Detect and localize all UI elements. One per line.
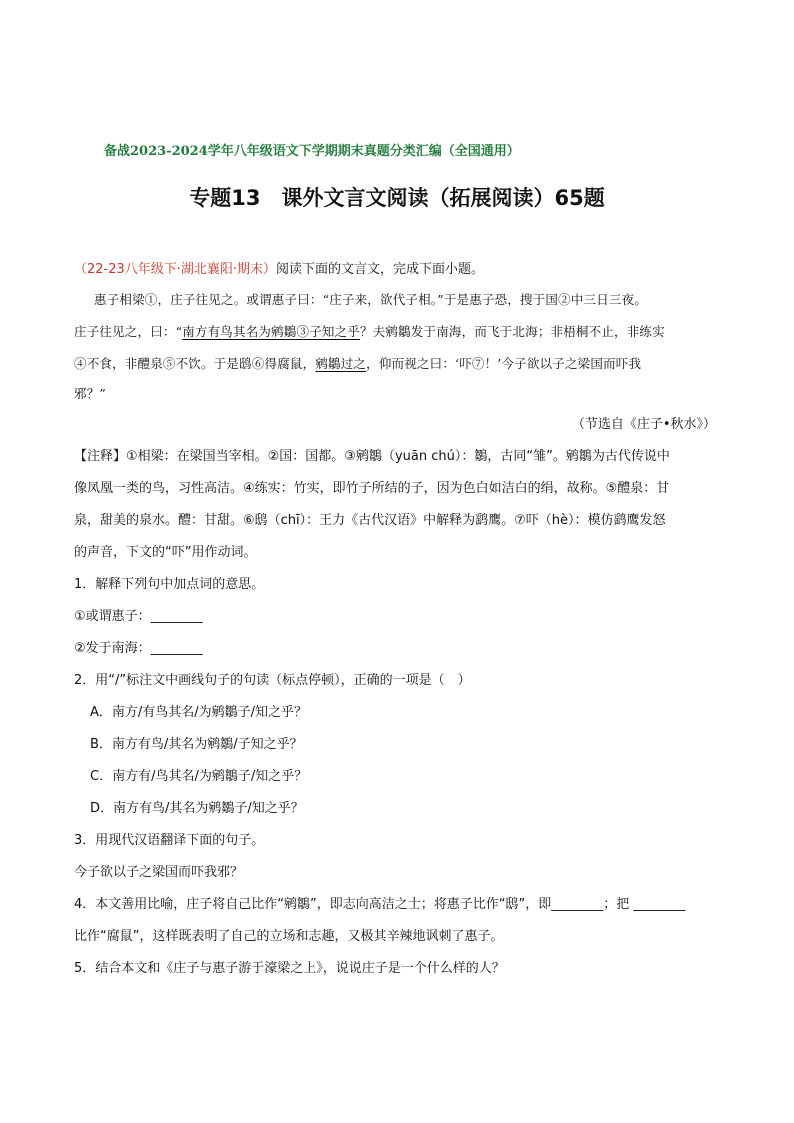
question-2: 2．用“/”标注文中画线句子的句读（标点停顿），正确的一项是（ ） xyxy=(74,673,471,688)
question-5: 5．结合本文和《庄子与惠子游于濠梁之上》，说说庄子是一个什么样的人？ xyxy=(74,961,505,976)
page-title: 专题13 课外文言文阅读（拓展阅读）65题 xyxy=(189,186,605,210)
instruction-text: 阅读下面的文言文，完成下面小题。 xyxy=(276,262,485,277)
passage-line-2 xyxy=(74,322,665,340)
question-4-line-2: 比作“腐鼠”，这样既表明了自己的立场和志趣，又极其辛辣地讽刺了惠子。 xyxy=(74,929,504,944)
passage-line-1: 惠子相梁①，庄子往见之。或谓惠子曰：“庄子来，欲代子相。”于是惠子恐，搜于国②中三日三夜。 xyxy=(94,292,648,307)
source-tag: （22-23八年级下·湖北襄阳·期末） xyxy=(74,262,277,277)
passage-text: ，仰而视之曰：‘吓⑦！’今子欲以子之梁国而吓我 xyxy=(366,356,642,371)
question-3: 3．用现代汉语翻译下面的句子。 xyxy=(74,833,265,848)
question-3-sentence: 今子欲以子之梁国而吓我邪？ xyxy=(74,865,244,880)
notes-line-1: 【注释】①相梁：在梁国当宰相。②国：国都。③鹓鶵（yuān chú）：鶵，古同“雏”。鹓鶵为古代传说中 xyxy=(74,449,670,464)
passage-line-4: 邪？” xyxy=(74,386,106,401)
question-1a: ①或谓惠子：________ xyxy=(74,609,203,624)
series-heading: 备战2023-2024学年八年级语文下学期期末真题分类汇编（全国通用） xyxy=(104,144,520,159)
underlined-phrase: 鹓鶵过之 xyxy=(315,356,367,371)
underlined-sentence: 南方有鸟其名为鹓鶵③子知之乎 xyxy=(182,324,361,339)
question-4-line-1: 4．本文善用比喻，庄子将自己比作“鹓鶵”，即志向高洁之士；将惠子比作“鸱”，即________；把 ________ xyxy=(74,897,686,912)
passage-text: ？夫鹓鶵发于南海，而飞于北海；非梧桐不止，非练实 xyxy=(360,324,665,339)
option-a: A．南方/有鸟其名/为鹓鶵子/知之乎？ xyxy=(90,705,308,720)
option-b: B．南方有鸟/其名为鹓鶵/子知之乎？ xyxy=(90,737,303,752)
notes-line-2: 像凤凰一类的鸟，习性高洁。④练实：竹实，即竹子所结的子，因为色白如洁白的绢，故称。⑤醴泉：甘 xyxy=(74,481,670,496)
passage-text: 庄子往见之，曰：“ xyxy=(74,324,183,339)
passage-intro xyxy=(74,258,484,277)
passage-text: ④不食，非醴泉⑤不饮。于是鸱⑥得腐鼠， xyxy=(74,356,316,371)
attribution: （节选自《庄子•秋水》） xyxy=(571,417,716,432)
question-1: 1．解释下列句中加点词的意思。 xyxy=(74,577,265,592)
option-d: D．南方有鸟/其名为鹓鶵子/知之乎？ xyxy=(90,801,304,816)
notes-line-4: 的声音，下文的“吓”用作动词。 xyxy=(74,545,257,560)
passage-line-3 xyxy=(74,354,641,372)
notes-line-3: 泉，甜美的泉水。醴：甘甜。⑥鸱（chī）：王力《古代汉语》中解释为鹞鹰。⑦吓（hè）：模仿鹞鹰发怒 xyxy=(74,513,666,528)
option-c: C．南方有/鸟其名/为鹓鶵子/知之乎？ xyxy=(90,769,308,784)
question-1b: ②发于南海：________ xyxy=(74,641,203,656)
